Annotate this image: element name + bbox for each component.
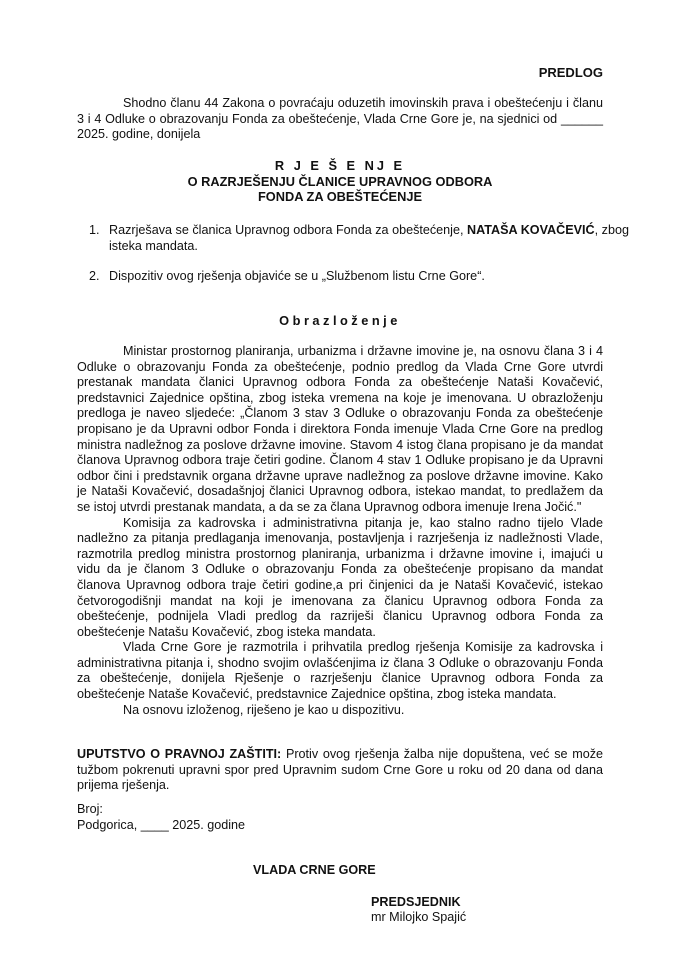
place-date: Podgorica, ____ 2025. godine <box>77 818 246 832</box>
title-line-1: R J E Š E NJ E <box>274 158 406 173</box>
reference-number: Broj: <box>77 802 103 816</box>
dispositive-item: 1. Razrješava se članica Upravnog odbora Fonda za obeštećenje, NATAŠA KOVAČEVIĆ, zbog isteka mandata. <box>103 223 629 254</box>
draft-label: PREDLOG <box>538 65 603 80</box>
intro-paragraph <box>77 96 603 143</box>
reference-block <box>77 801 245 833</box>
legal-remedy-label: UPUTSTVO O PRAVNOJ ZAŠTITI: <box>77 747 282 761</box>
legal-remedy-text: Protiv ovog rješenja žalba nije dopuštena, već se može tužbom pokrenuti upravni spor pred Upravnim sudom Crne Gore u roku od 20 dana od dana prijema rješenja. <box>77 747 604 793</box>
dispositive-list <box>77 223 629 300</box>
reasoning-paragraph: Ministar prostornog planiranja, urbanizma i državne imovine je, na osnovu člana 3 i 4 Odluke o obrazovanju Fonda za obeštećenje, podnio predlog da Vlada Crne Gore utvrdi prestanak mandata članici Upravnog odbora Fonda za obeštećenje Nataši Kovačević, predstavnici Zajednice opština, zbog isteka vremena na koje je imenovana. U obrazloženju predloga je naveo sljedeće: „Članom 3 stav 3 Odluke o obrazovanju Fonda za obeštećenje propisano je da Upravni odbor Fonda i direktora Fonda imenuje Vlada Crne Gore na predlog ministra nadležnog za poslove državne imovine. Stavom 4 istog člana propisano je da mandat članova Upravnog odbora traje četiri godine. Članom 4 stav 1 Odluke propisano je da Upravni odbor čini i predstavnik organa državne uprave nadležnog za poslove državne imovine. Kako je Nataši Kovačević, dosadašnjoj članici Upravnog odbora, istekao mandat, to predlažem da se istoj utvrdi prestanak mandata, a da se za člana Upravnog odbora imenuje Irena Jočić." <box>77 344 603 514</box>
title-line-2: O RAZRJEŠENJU ČLANICE UPRAVNOG ODBORA <box>187 173 493 189</box>
dispositive-item: 2. Dispozitiv ovog rješenja objaviće se u „Službenom listu Crne Gore“. <box>103 269 629 285</box>
reasoning-heading: Obrazloženje <box>279 313 401 328</box>
person-name: NATAŠA KOVAČEVIĆ <box>467 223 595 237</box>
reasoning-paragraph: Komisija za kadrovska i administrativna pitanja je, kao stalno radno tijelo Vlade nadležno za pitanja predlaganja imenovanja, postavljenja i razrješenja iz nadležnosti Vlade, razmotrila predlog ministra prostornog planiranja, urbanizma i državne imovine i, imajući u vidu da je članom 3 Odluke o obrazovanju Fonda za obeštećenje propisano da mandat članova Upravnog odbora traje četiri godine,a pri činjenici da je Nataši Kovačević, istekao četvorogodišnji mandat na koji je imenovana za članicu Upravnog odbora Fonda za obeštećenje, podnijela Vladi predlog da razriješi članicu Upravnog odbora Fonda za obeštećenje Natašu Kovačević, zbog isteka mandata. <box>77 515 603 639</box>
reasoning-body <box>77 344 603 718</box>
signatory-role: PREDSJEDNIK <box>371 895 461 909</box>
signature-block <box>371 895 466 925</box>
reasoning-paragraph: Na osnovu izloženog, riješeno je kao u dispozitivu. <box>123 702 405 717</box>
intro-text: Shodno članu 44 Zakona o povraćaju oduzetih imovinskih prava i obeštećenju i članu 3 i 4 Odluke o obrazovanju Fonda za obeštećenje, Vlada Crne Gore je, na sjednici od ______ 2025. godine, donijela <box>77 96 603 142</box>
government-name: VLADA CRNE GORE <box>253 863 376 877</box>
signatory-name: mr Milojko Spajić <box>371 910 467 924</box>
title-line-3: FONDA ZA OBEŠTEĆENJE <box>257 189 422 204</box>
reasoning-paragraph: Vlada Crne Gore je razmotrila i prihvatila predlog rješenja Komisije za kadrovska i administrativna pitanja i, shodno svojim ovlašćenjima iz člana 3 Odluke o obrazovanju Fonda za obeštećenje, donijela Rješenje o razrješenju članice Upravnog odbora Fonda za obeštećenje Nataše Kovačević, predstavnice Zajednice opština, zbog isteka mandata. <box>77 640 603 702</box>
legal-remedy <box>77 747 603 794</box>
document-title <box>77 158 603 205</box>
